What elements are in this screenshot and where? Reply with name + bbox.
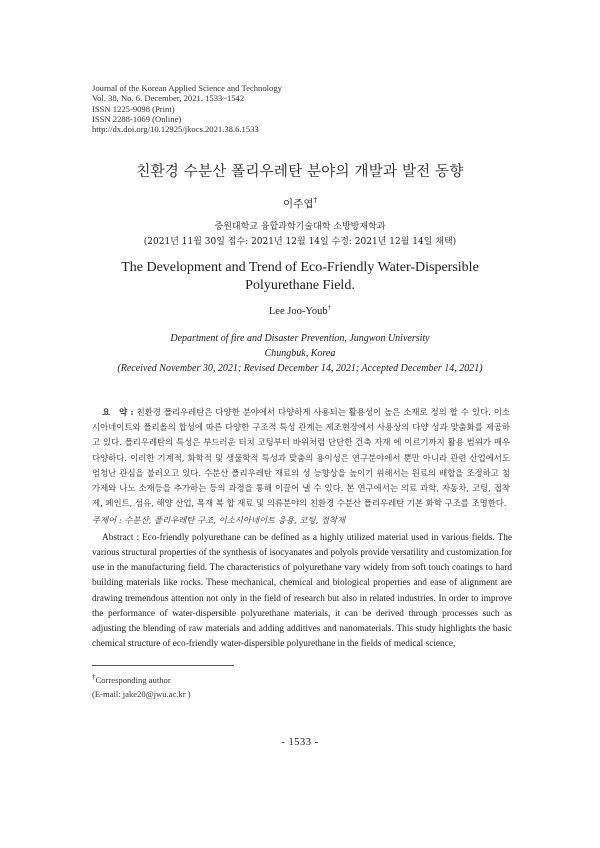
issn-print: ISSN 1225-9098 (Print): [92, 103, 175, 114]
abstract-english-line: water-dispersible polyurethane materials, it can be derived through processes such as adjusting the: [92, 608, 512, 634]
abstract-korean-line: 에 이르기까지 활용 범위가 매우 다양하다. 이러한 기계적, 화학적 및 생물학적 특성과 맞춤의 용이성은: [92, 437, 510, 463]
abstract-korean-line: 연구분야에서 뿐만 아니라 관련 산업에서도 엄청난 관심을 불러오고 있다. 수분산 폴리우레탄 재료의 성: [92, 452, 510, 478]
corresponding-mark-english: †: [327, 303, 332, 312]
abstract-korean-label: 요 약 :: [102, 407, 134, 417]
affiliation-korean-text: 중원대학교 융합과학기술대학 소방방재학과: [214, 222, 386, 232]
affiliation-english-line-2: Chungbuk, Korea: [264, 348, 336, 359]
corresponding-mark: †: [313, 196, 317, 205]
author-korean: [0, 196, 600, 211]
affiliation-korean: [0, 220, 600, 250]
abstract-english: [92, 531, 512, 652]
page-number: - 1533 -: [281, 737, 319, 748]
abstract-english-line: fields. The various structural properties of the synthesis of isocyanates and polyols provide: [92, 533, 512, 559]
abstract-english-line: versatility and customization for use in the manufacturing field. The characteristics of polyurethane: [92, 548, 512, 574]
dates-english: (Received November 30, 2021; Revised December 14, 2021; Accepted December 14, 2021): [117, 363, 483, 374]
footnote-mark: †: [92, 673, 96, 682]
abstract-korean: [92, 405, 510, 511]
journal-name: Journal of the Korean Applied Science and Technology: [92, 83, 282, 93]
abstract-english-line: in the field of research but also in related industries. In order to improve the performance of: [92, 593, 512, 619]
footnote: [92, 673, 191, 701]
abstract-english-line: blending of raw materials and adding additives and nanomaterials. This study highlights the basic: [143, 623, 512, 634]
corresponding-email: (E-mail: jake20@jwu.ac.kr ): [92, 689, 191, 699]
author-name-english: Lee Joo-Youb: [268, 306, 328, 317]
journal-volume: Vol. 38, No. 6. December, 2021. 1533~1542: [92, 93, 245, 104]
abstract-korean-line: 성과 맞춤화를 제공하고 있다. 폴리우레탄의 특성은 부드러운 터치 코팅부터 바위처럼 단단한 건축 자재: [92, 422, 510, 448]
abstract-english-label: Abstract :: [102, 533, 140, 543]
abstract-english-line: vary widely from soft touch coatings to hard building materials like rocks. These mechanical,: [92, 563, 512, 589]
corresponding-author-label: Corresponding author: [95, 675, 171, 685]
title-english-line-1: The Development and Trend of Eco-Friendly Water-Dispersible: [121, 260, 479, 275]
abstract-korean-line: 친환경 폴리우레탄은 다양한 분야에서 다양하게 사용되는 활용성이 높은 소재로 정의 할 수: [136, 407, 469, 417]
paper-title-korean: 친환경 수분산 폴리우레탄 분야의 개발과 발전 동향: [136, 164, 464, 180]
affiliation-english-line-1: Department of fire and Disaster Prevention, Jungwon University: [170, 333, 430, 344]
keywords-korean: 주제어 : 수분산, 폴리우레탄 구조, 이소시아네이트 응용, 코팅, 접착제: [92, 515, 346, 525]
abstract-english-line: Eco-friendly polyurethane can be defined as a highly utilized material used in various: [142, 533, 469, 543]
abstract-korean-line: 있다. 이소시아네이트와 폴리올의 합성에 따른 다양한 구조적 특성 관계는 제조현장에서 사용상의 다양: [92, 407, 511, 433]
paper-title-english: [0, 259, 600, 295]
abstract-english-line: chemical and biological properties and ease of alignment are drawing tremendous attention not only: [92, 578, 512, 604]
title-english-line-2: Polyurethane Field.: [245, 278, 355, 293]
affiliation-english: [0, 331, 600, 376]
author-name-korean: 이주엽: [283, 198, 314, 210]
dates-korean: (2021년 11월 30일 접수: 2021년 12월 14일 수정: 2021년 12월 14일 채택): [143, 237, 457, 247]
abstract-korean-line: 이끌어 낼 수 있다. 본 연구에서는 의료 과학, 자동차, 코팅, 접착제, 페인트, 섬유, 해양 산업, 목재 복: [92, 483, 510, 509]
footnote-divider: [92, 665, 234, 666]
doi-link[interactable]: http://dx.doi.org/10.12925/jkocs.2021.38.6.1533: [92, 124, 259, 135]
abstract-korean-line: 능향상을 높이기 위해서는 원료의 배합을 조정하고 첨가제와 나노 소재등을 추가하는 등의 과정을 통해: [92, 467, 510, 494]
abstract-english-line: chemical structure of eco-friendly water-dispersible polyurethane in the fields of medical science,: [92, 639, 456, 650]
author-english: [0, 303, 600, 317]
journal-info: [92, 83, 282, 134]
issn-online: ISSN 2288-1069 (Online): [92, 113, 182, 124]
abstract-korean-line: 합 재료 및 의류분야의 친환경 수분산 폴리우레탄 기본 화학 구조를 조명한다.: [226, 498, 507, 509]
